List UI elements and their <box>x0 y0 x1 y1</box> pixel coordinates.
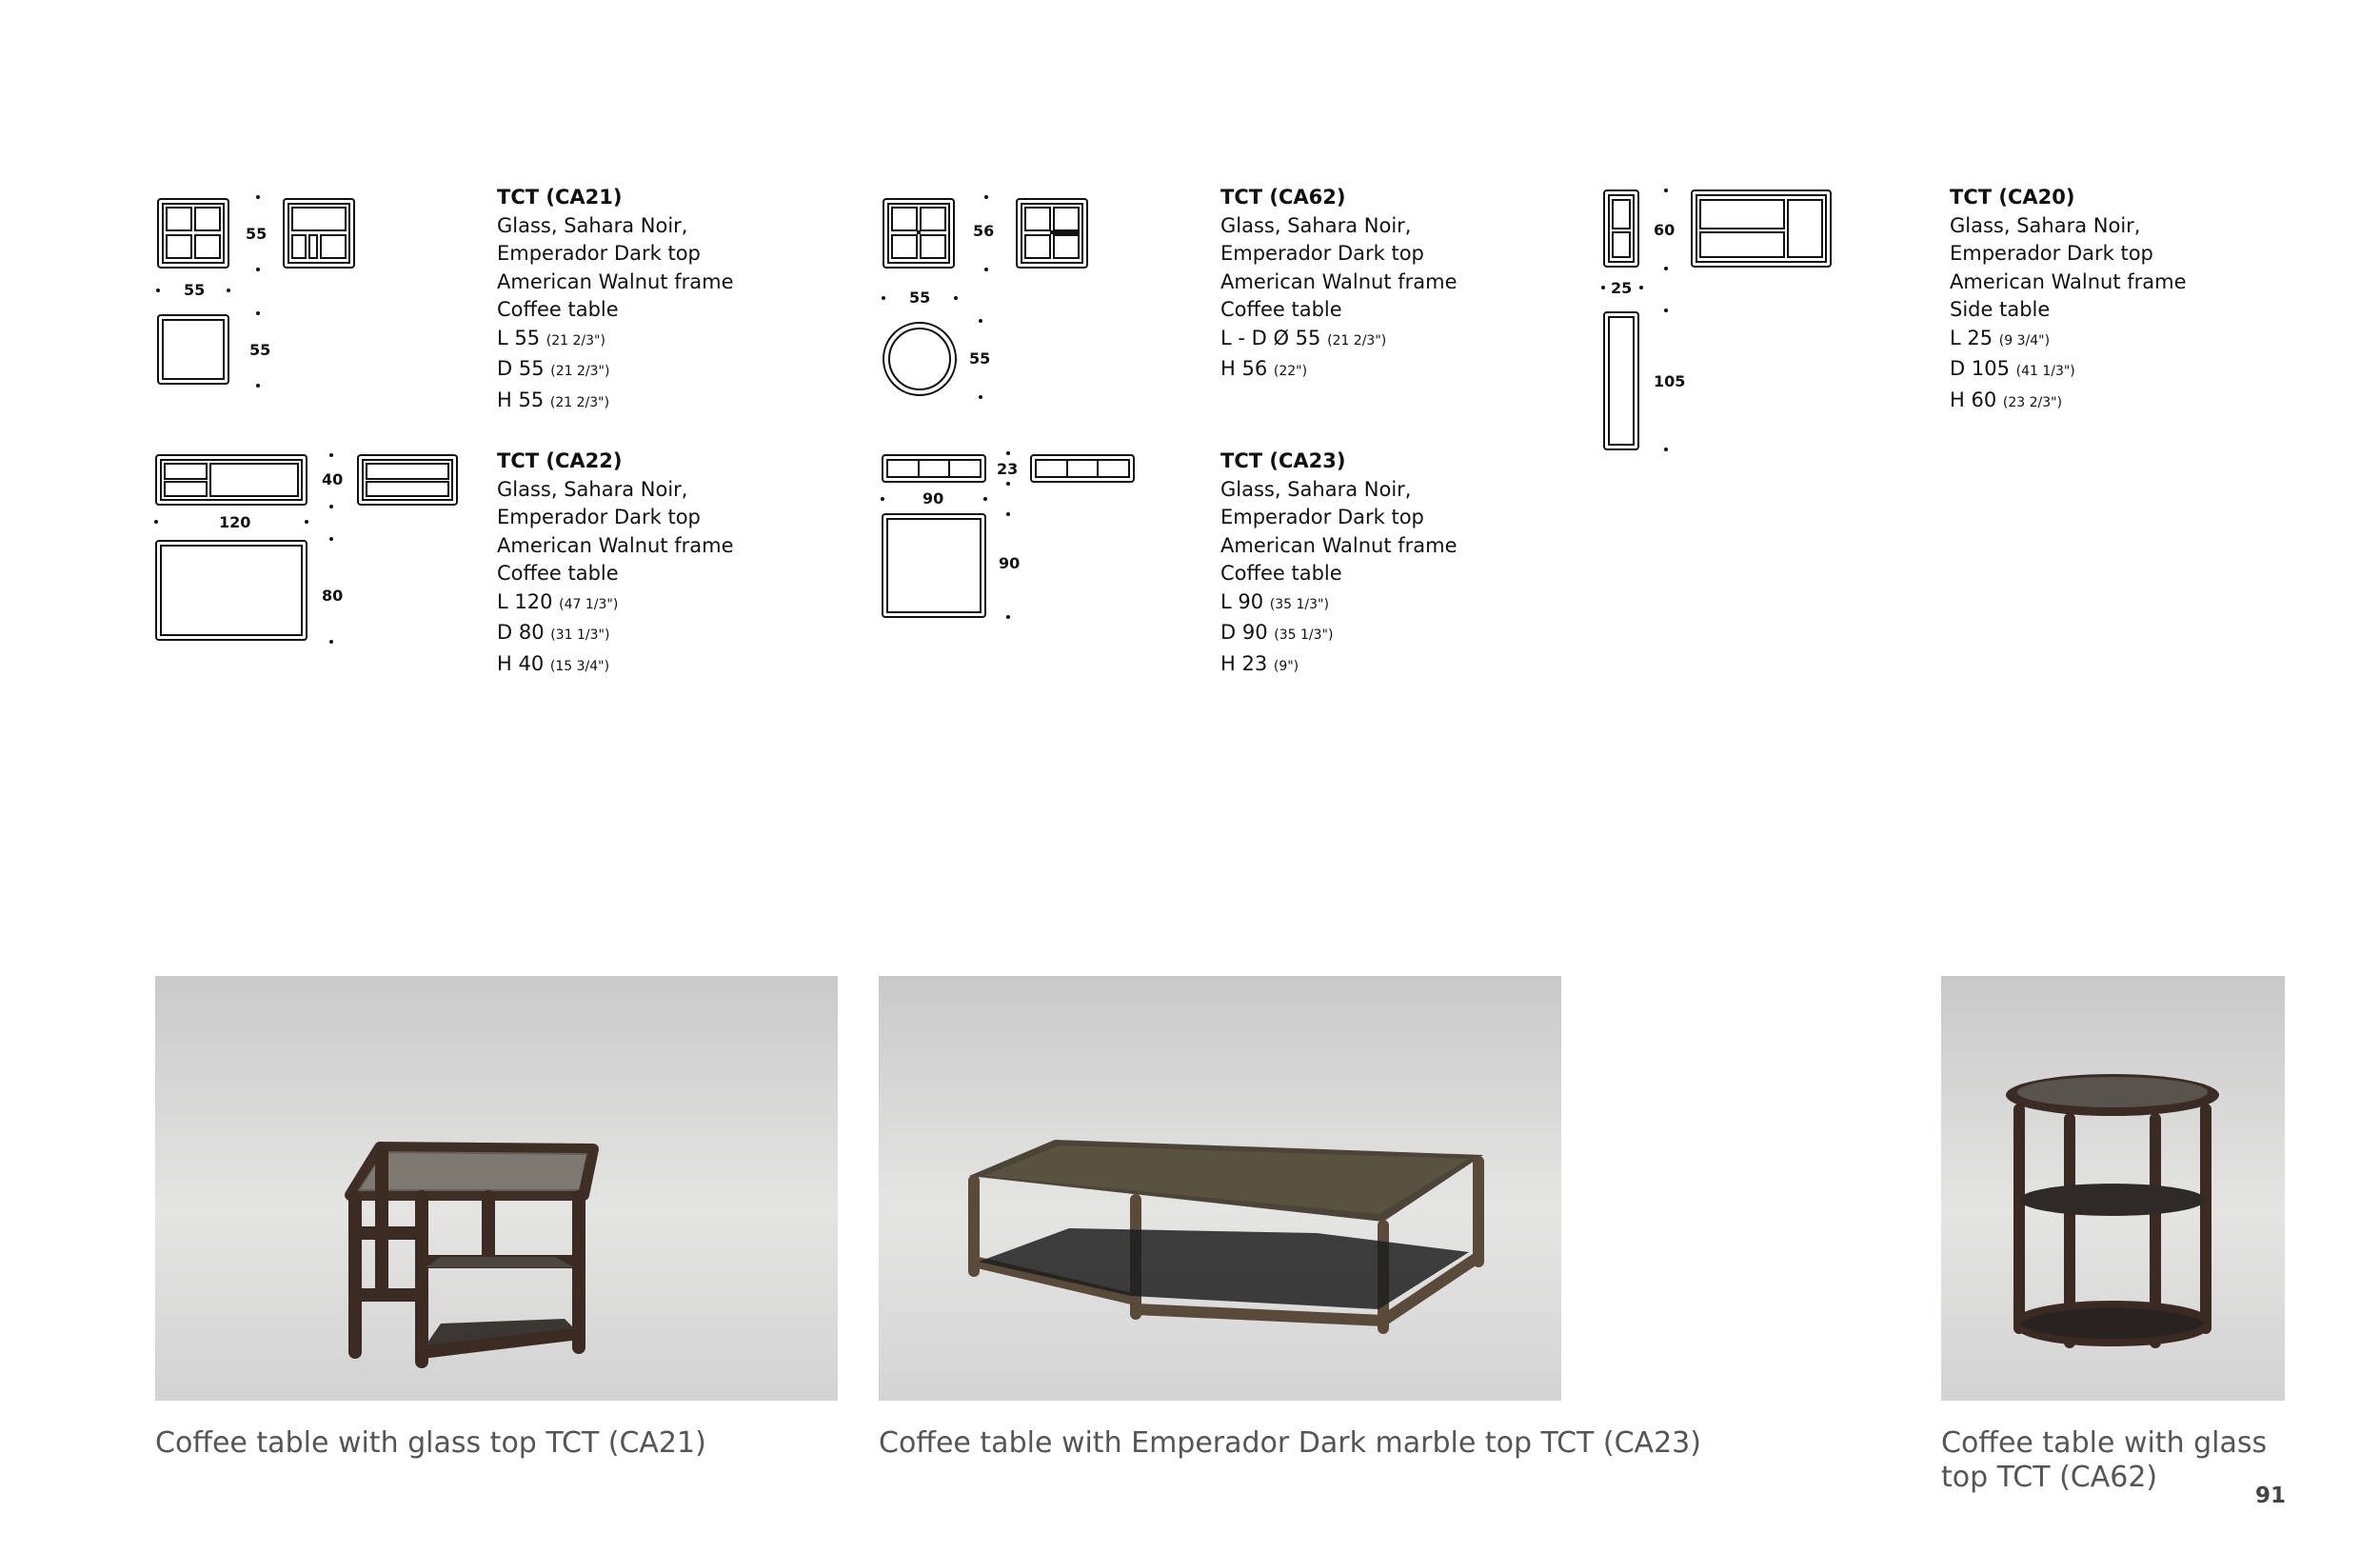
dimension-label: 55 <box>246 225 268 243</box>
dimension-imperial: (21 2/3") <box>545 332 605 348</box>
dimension-line <box>1950 387 2187 418</box>
drawing-svg <box>878 186 1087 405</box>
dimension-label: 25 <box>1611 279 1633 297</box>
spec-block-ca20 <box>1950 184 2187 417</box>
dimension-metric: L 90 <box>1220 589 1270 613</box>
product-photo-ca23 <box>879 976 1561 1401</box>
dimension-line <box>1950 325 2187 356</box>
dimension-imperial: (35 1/3") <box>1274 627 1334 643</box>
drawing-svg <box>881 446 1147 636</box>
dimension-line <box>1220 588 1458 620</box>
dimension-imperial: (31 1/3") <box>550 627 610 643</box>
product-code: TCT (CA23) <box>1220 449 1346 472</box>
dimension-imperial: (22") <box>1273 364 1308 379</box>
photo-caption: Coffee table with glass top TCT (CA21) <box>155 1426 706 1460</box>
spec-line: Glass, Sahara Noir, <box>497 477 688 501</box>
dimension-metric: H 60 <box>1950 388 2003 411</box>
dimension-label: 80 <box>322 587 344 605</box>
spec-line: Coffee table <box>497 298 619 321</box>
spec-line: Glass, Sahara Noir, <box>1220 213 1412 237</box>
product-photo-ca62 <box>1941 976 2285 1401</box>
drawing-svg <box>152 446 466 655</box>
dimension-label: 40 <box>322 470 344 488</box>
drawing-svg <box>1599 181 1847 467</box>
dimension-label: 56 <box>973 222 995 240</box>
dimension-imperial: (41 1/3") <box>2015 364 2075 379</box>
technical-drawing-ca23 <box>881 446 1147 636</box>
technical-drawing-ca21 <box>152 186 362 405</box>
dimension-metric: H 23 <box>1220 651 1274 675</box>
dimension-imperial: (35 1/3") <box>1269 596 1329 612</box>
product-code: TCT (CA62) <box>1220 186 1346 209</box>
dimension-metric: D 90 <box>1220 621 1275 644</box>
dimension-line <box>497 387 734 418</box>
dimension-line <box>497 355 734 387</box>
dimension-metric: D 105 <box>1950 357 2016 380</box>
spec-line: American Walnut frame <box>1220 269 1458 293</box>
product-code: TCT (CA21) <box>497 186 623 209</box>
spec-block-ca62 <box>1220 184 1458 387</box>
dimension-line <box>497 588 734 620</box>
spec-line: American Walnut frame <box>497 269 734 293</box>
technical-drawing-ca62 <box>878 186 1087 405</box>
spec-line: Coffee table <box>1220 298 1342 321</box>
spec-line: American Walnut frame <box>497 533 734 557</box>
dimension-imperial: (21 2/3") <box>1327 332 1387 348</box>
dimension-line <box>1220 325 1458 356</box>
dimension-label: 55 <box>969 349 991 368</box>
dimension-metric: L - D Ø 55 <box>1220 326 1328 349</box>
spec-line: Emperador Dark top <box>1220 242 1424 265</box>
dimension-label: 120 <box>219 513 251 531</box>
spec-line: Coffee table <box>497 562 619 585</box>
dimension-imperial: (21 2/3") <box>549 394 610 410</box>
dimension-line <box>497 650 734 682</box>
dimension-label: 90 <box>999 554 1021 572</box>
spec-line: Emperador Dark top <box>497 506 701 528</box>
dimension-label: 23 <box>997 460 1019 478</box>
spec-block-ca21 <box>497 184 734 417</box>
photo-caption: Coffee table with Emperador Dark marble top TCT (CA23) <box>879 1426 1701 1460</box>
dimension-line <box>1220 619 1458 650</box>
dimension-metric: D 80 <box>497 621 551 644</box>
dimension-label: 60 <box>1654 221 1676 239</box>
technical-drawing-ca20 <box>1599 181 1847 467</box>
dimension-metric: H 40 <box>497 651 550 675</box>
dimension-metric: L 120 <box>497 589 560 613</box>
dimension-imperial: (23 2/3") <box>2002 394 2063 410</box>
dimension-imperial: (21 2/3") <box>550 364 610 379</box>
page-number: 91 <box>2255 1483 2287 1508</box>
dimension-metric: L 25 <box>1950 326 1999 349</box>
spec-line: American Walnut frame <box>1220 533 1458 557</box>
dimension-line <box>1950 355 2187 387</box>
product-code: TCT (CA20) <box>1950 186 2075 209</box>
photo-caption: Coffee table with glass top TCT (CA62) <box>1941 1426 2268 1494</box>
product-photo-ca21 <box>155 976 838 1401</box>
drawing-svg <box>152 186 362 405</box>
dimension-imperial: (47 1/3") <box>559 596 619 612</box>
dimension-label: 55 <box>184 281 206 299</box>
spec-block-ca23 <box>1220 448 1458 681</box>
spec-line: Side table <box>1950 298 2051 321</box>
dimension-line <box>1220 355 1458 387</box>
spec-line: Glass, Sahara Noir, <box>497 213 688 237</box>
dimension-label: 55 <box>909 289 931 307</box>
spec-line: Emperador Dark top <box>1220 506 1424 528</box>
dimension-label: 105 <box>1654 372 1686 390</box>
dimension-imperial: (15 3/4") <box>549 658 610 674</box>
spec-line: Glass, Sahara Noir, <box>1220 477 1412 501</box>
dimension-metric: L 55 <box>497 326 546 349</box>
dimension-line <box>497 619 734 650</box>
spec-line: Emperador Dark top <box>1950 242 2153 265</box>
dimension-metric: H 55 <box>497 388 550 411</box>
dimension-line <box>497 325 734 356</box>
dimension-label: 90 <box>922 489 944 508</box>
dimension-line <box>1220 650 1458 682</box>
spec-line: Glass, Sahara Noir, <box>1950 213 2141 237</box>
product-code: TCT (CA22) <box>497 449 623 472</box>
dimension-imperial: (9 3/4") <box>1998 332 2051 348</box>
dimension-imperial: (9") <box>1273 658 1299 674</box>
spec-line: Coffee table <box>1220 562 1342 585</box>
dimension-metric: H 56 <box>1220 357 1274 380</box>
spec-line: American Walnut frame <box>1950 269 2187 293</box>
spec-block-ca22 <box>497 448 734 681</box>
spec-line: Emperador Dark top <box>497 242 701 265</box>
dimension-label: 55 <box>249 341 271 359</box>
technical-drawing-ca22 <box>152 446 466 655</box>
dimension-metric: D 55 <box>497 357 551 380</box>
